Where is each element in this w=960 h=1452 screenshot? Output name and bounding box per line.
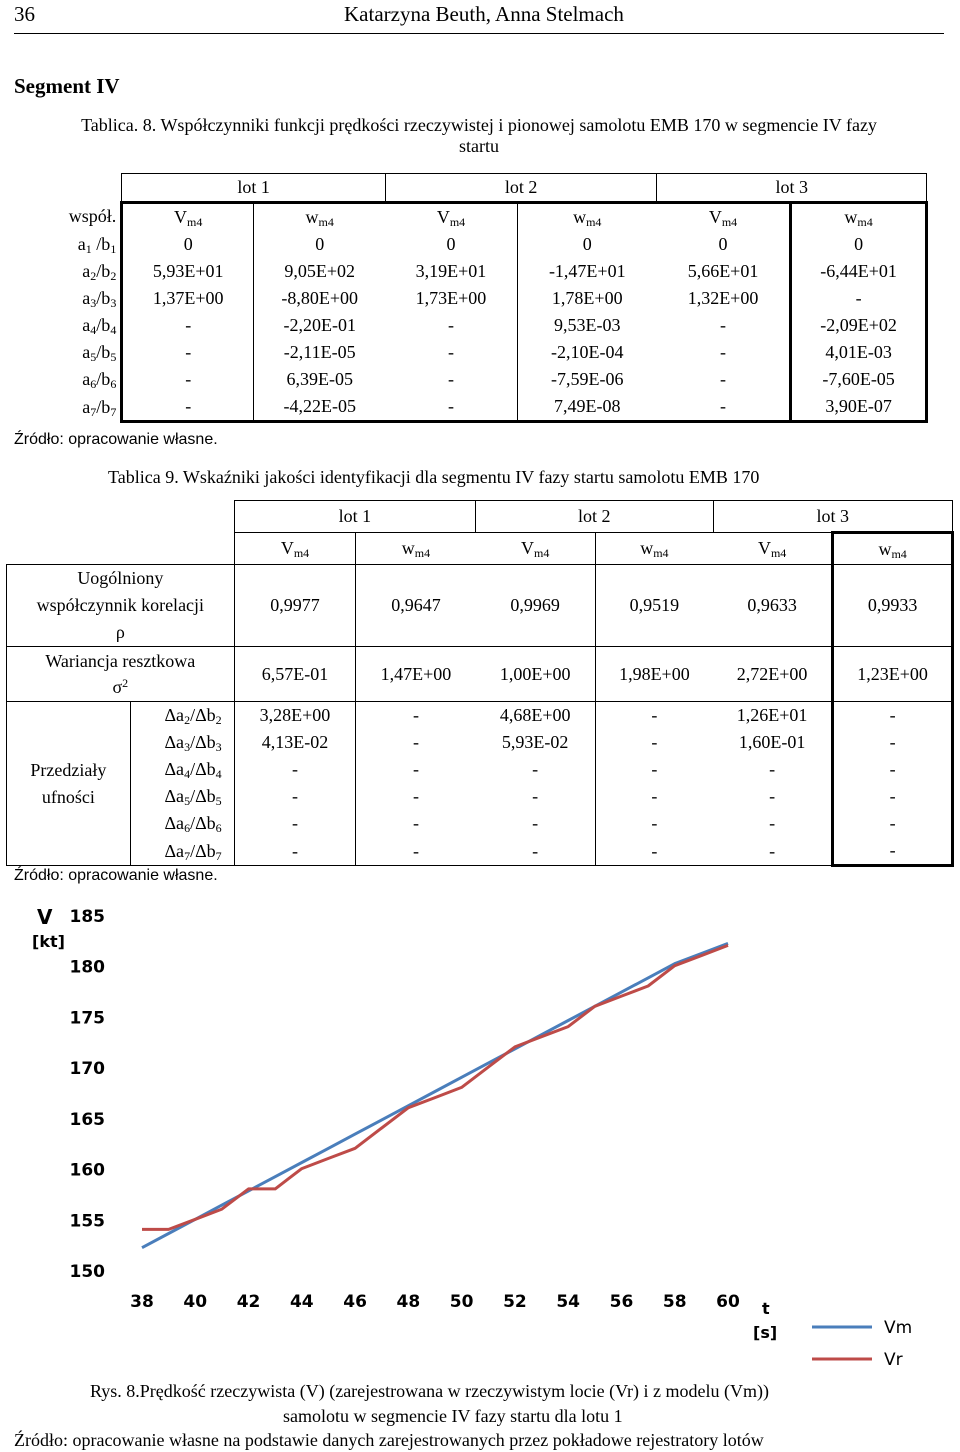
table9-col-4-base: V (757, 538, 771, 558)
delta-a-index: 5 (184, 794, 191, 808)
table9-cell: - (651, 786, 658, 806)
table9-cell: - (476, 837, 596, 866)
row-label-sep: /b (91, 234, 111, 254)
table9-column-header (595, 533, 713, 565)
y-tick-label: 155 (69, 1211, 105, 1232)
table8-row (20, 285, 927, 312)
table8-cell: 1,78E+00 (551, 288, 623, 308)
delta-a: Δa (164, 786, 185, 806)
table9-cell: 1,98E+00 (595, 647, 713, 702)
table8-cell: -4,22E-05 (254, 393, 386, 422)
row-label-a-index: 4 (90, 323, 97, 337)
table8-column-header (254, 203, 386, 232)
table8-cell: -6,44E+01 (791, 258, 927, 285)
table8-cell: - (657, 366, 791, 393)
table8-cell: 5,93E+01 (122, 258, 254, 285)
table8-column-header-row (20, 203, 927, 232)
table9-flight-1: lot 1 (234, 501, 475, 533)
x-tick-label: 52 (503, 1292, 527, 1312)
table9-cell: 0,9977 (234, 565, 356, 647)
delta-b-index: 3 (215, 740, 222, 754)
table8-caption-line2: startu (459, 136, 499, 156)
delta-a-index: 6 (184, 821, 191, 835)
interval-row-label (130, 837, 234, 866)
table9-correlation-row (7, 565, 953, 647)
table8-caption-line1: Tablica. 8. Współczynniki funkcji prędkości rzeczywistej i pionowej samolotu EMB 170 w segmencie IV fazy (81, 115, 877, 135)
row-label-a: a (77, 234, 86, 254)
table8-cell: 9,53E-03 (554, 315, 621, 335)
table9-variance-row (7, 647, 953, 702)
table9-flight-3: lot 3 (713, 501, 953, 533)
table8-cell: 6,39E-05 (286, 369, 353, 389)
row-label-b-index: 4 (110, 323, 117, 337)
delta-sep: /Δb (190, 759, 216, 779)
x-tick-label: 48 (396, 1292, 421, 1312)
sigma-exponent: 2 (122, 676, 129, 690)
table8-col-5-sub: m4 (857, 215, 873, 229)
table9-cell: - (234, 810, 356, 837)
interval-row-label (130, 702, 234, 730)
table8-cell: - (385, 339, 517, 366)
row-label-a: a (82, 369, 91, 389)
table9-cell: - (833, 810, 953, 837)
table8-cell: 4,01E-03 (791, 339, 927, 366)
table9-column-header (833, 533, 953, 565)
table8-cell: 1,73E+00 (385, 285, 517, 312)
table9-column-header (476, 533, 596, 565)
y-tick-label: 165 (69, 1109, 105, 1130)
x-tick-label: 40 (183, 1292, 208, 1312)
confidence-intervals-line1: Przedziały (30, 759, 107, 780)
table8-row (20, 312, 927, 339)
table8-row (20, 339, 927, 366)
row-label-a-index: 6 (90, 377, 97, 391)
x-tick-label: 54 (556, 1292, 581, 1312)
delta-b-index: 4 (215, 767, 222, 781)
table8-cell: 5,66E+01 (657, 258, 791, 285)
chart-xlabel: t (762, 1299, 770, 1318)
table8-cell: 1,32E+00 (657, 285, 791, 312)
table8-col-5-base: w (844, 207, 858, 227)
table9-col-1-sub: m4 (414, 546, 431, 560)
table8-caption (14, 115, 944, 157)
row-label-a: a (82, 396, 91, 417)
table9-caption: Tablica 9. Wskaźniki jakości identyfikacji dla segmentu IV fazy startu samolotu EMB 170 (108, 467, 760, 487)
row-label-a: a (82, 261, 91, 281)
table8-body (20, 203, 927, 422)
x-tick-label: 38 (130, 1292, 154, 1312)
table8-cell: - (657, 339, 791, 366)
table8-row-label (20, 231, 122, 258)
x-tick-label: 58 (662, 1292, 687, 1312)
table9-cell: - (833, 729, 953, 756)
table9-interval-row (7, 837, 953, 866)
table9-interval-row (7, 783, 953, 810)
table9-col-2-sub: m4 (534, 546, 550, 560)
figure-source: Źródło: opracowanie własne na podstawie danych zarejestrowanych przez pokładowe rejestratory lotów (14, 1430, 764, 1450)
table8-column-header (385, 203, 517, 232)
y-tick-label: 150 (69, 1262, 105, 1282)
table9-cell: - (651, 732, 658, 752)
table9-cell: 3,28E+00 (234, 702, 356, 730)
correlation-label-line1: Uogólniony (77, 568, 164, 588)
table8-cell: 0 (315, 234, 325, 254)
chart-ylabel: V (37, 905, 53, 929)
table9-col-4-sub: m4 (770, 546, 787, 560)
table8-col-1-base: w (305, 207, 319, 227)
table8-cell: - (385, 312, 517, 339)
table8-cell: 0 (385, 231, 517, 258)
row-label-a: a (82, 315, 91, 335)
variance-label-symbol (7, 674, 234, 700)
table9-cell: - (595, 837, 713, 866)
table8-cell: - (122, 339, 254, 366)
delta-b-index: 7 (215, 848, 222, 863)
table8-col-1-sub: m4 (318, 215, 334, 229)
chart-xlabel-unit: [s] (753, 1323, 778, 1342)
row-label-b-index: 1 (110, 242, 117, 256)
x-tick-label: 42 (236, 1292, 261, 1312)
table8-row-label (20, 339, 122, 366)
table8-cell: -1,47E+01 (548, 261, 626, 281)
table8-row-label (20, 366, 122, 393)
delta-b-index: 6 (215, 821, 222, 835)
delta-sep: /Δb (190, 786, 216, 806)
table9-cell: - (651, 705, 658, 725)
table8-cell: - (385, 393, 517, 422)
delta-a-index: 3 (184, 740, 191, 754)
table8-cell: -2,10E-04 (551, 342, 624, 362)
table8-row-label (20, 258, 122, 285)
delta-sep: /Δb (190, 705, 216, 725)
chart-ylabel-unit: [kt] (32, 932, 65, 951)
row-label-b-index: 6 (110, 377, 117, 391)
table9-cell: - (833, 702, 953, 730)
x-tick-label: 50 (449, 1292, 474, 1312)
table9-cell: - (234, 837, 356, 866)
table9-cell: 4,13E-02 (234, 729, 356, 756)
table9-cell: - (651, 759, 658, 779)
chart-legend (812, 1318, 912, 1370)
table8-col-3-base: w (573, 207, 587, 227)
table8-col-2-sub: m4 (449, 215, 466, 229)
page-number: 36 (14, 2, 35, 26)
table9-column-header-row (7, 533, 953, 565)
table9-cell: - (833, 837, 953, 866)
table8-cell: -8,80E+00 (281, 288, 359, 308)
y-tick-label: 170 (69, 1059, 105, 1080)
table9-cell: 1,47E+00 (356, 647, 476, 702)
correlation-label (7, 565, 235, 647)
row-label-a-index: 2 (90, 269, 97, 283)
y-tick-label: 160 (69, 1160, 105, 1181)
table9-cell: 2,72E+00 (713, 647, 833, 702)
table9-corner (7, 501, 235, 533)
table9-flight-2: lot 2 (476, 501, 713, 533)
figure-caption-line1: Rys. 8.Prędkość rzeczywista (V) (zarejestrowana w rzeczywistym locie (Vr) i z modelu (Vm)) (90, 1381, 769, 1401)
table8-cell: 0 (122, 231, 254, 258)
x-tick-label: 46 (343, 1292, 367, 1312)
table8-cell: 3,19E+01 (385, 258, 517, 285)
delta-a: Δa (164, 705, 185, 725)
table8-cell: 7,49E-08 (517, 393, 657, 422)
y-tick-label: 180 (69, 957, 105, 978)
table9-cell: - (412, 705, 419, 725)
table9-cell: - (412, 786, 419, 806)
table9-cell: - (713, 783, 833, 810)
table8-cell: -7,60E-05 (791, 366, 927, 393)
interval-row-label (130, 756, 234, 783)
row-label-a-index: 1 (85, 242, 92, 256)
table9-cell: - (833, 756, 953, 783)
table8-col-2-base: V (436, 207, 450, 227)
table8-cell: 0 (791, 231, 927, 258)
table8-column-header (791, 203, 927, 232)
table9-cell: 4,68E+00 (476, 702, 596, 730)
table9-cell: 1,26E+01 (713, 702, 833, 730)
table8-flight-row (20, 174, 927, 203)
delta-a: Δa (164, 840, 185, 861)
chart-series (142, 943, 728, 1247)
table9-cell: - (651, 813, 658, 833)
table9-cell: - (412, 813, 419, 833)
table9-column-header (713, 533, 833, 565)
table9-cell: - (356, 837, 476, 866)
table8-cell: -2,11E-05 (283, 342, 356, 362)
correlation-label-line3: ρ (115, 622, 125, 642)
table9-cell: 0,9969 (476, 565, 596, 647)
table9-flight-row (7, 501, 953, 533)
running-header-authors: Katarzyna Beuth, Anna Stelmach (344, 2, 624, 26)
table9-cell: - (713, 837, 833, 866)
interval-row-label (130, 729, 234, 756)
velocity-chart (0, 895, 960, 1380)
table9-corner-2 (7, 533, 235, 565)
table9-cell: - (412, 759, 419, 779)
coefficients-table (20, 173, 928, 423)
table8-column-header (657, 203, 791, 232)
row-label-b-index: 7 (110, 404, 117, 419)
table8-cell: -7,59E-06 (551, 369, 624, 389)
table8-row-label (20, 285, 122, 312)
row-label-b-index: 5 (110, 350, 117, 364)
delta-sep: /Δb (190, 732, 216, 752)
table8-row-label (20, 393, 122, 422)
interval-row-label (130, 810, 234, 837)
row-label-sep: /b (96, 396, 111, 417)
row-label-b-index: 2 (110, 269, 117, 283)
table9-interval-row (7, 810, 953, 837)
delta-a: Δa (164, 732, 185, 752)
table9-col-3-sub: m4 (653, 546, 669, 560)
table9-cell: 1,00E+00 (476, 647, 596, 702)
interval-row-label (130, 783, 234, 810)
table9-interval-row (7, 756, 953, 783)
table9-cell: - (833, 783, 953, 810)
table8-col-4-sub: m4 (721, 215, 738, 229)
table8-cell: - (122, 312, 254, 339)
sigma-symbol: σ (112, 677, 123, 697)
delta-a-index: 7 (184, 848, 191, 863)
table9-cell: - (234, 756, 356, 783)
table8-corner (20, 174, 122, 203)
table9-cell: - (476, 783, 596, 810)
y-tick-label: 185 (69, 907, 105, 927)
table9-cell: 6,57E-01 (234, 647, 356, 702)
table9-cell: - (476, 810, 596, 837)
confidence-intervals-line2: ufności (41, 786, 95, 807)
delta-a: Δa (164, 759, 185, 779)
table9-cell: 0,9519 (595, 565, 713, 647)
table8-cell: - (791, 285, 927, 312)
row-label-a-index: 3 (90, 296, 97, 310)
delta-sep: /Δb (190, 840, 216, 861)
table8-col-4-base: V (708, 207, 722, 227)
table9-cell: 0,9933 (833, 565, 953, 647)
delta-b-index: 5 (215, 794, 222, 808)
table9-col-5-sub: m4 (891, 546, 907, 561)
table9-column-header (234, 533, 356, 565)
section-title: Segment IV (14, 74, 120, 98)
row-label-a-index: 7 (90, 404, 97, 419)
table9-interval-row (7, 702, 953, 730)
confidence-intervals-label (7, 702, 131, 866)
x-tick-label: 56 (609, 1292, 634, 1312)
table8-row (20, 393, 927, 422)
table9-col-3-base: w (640, 538, 654, 558)
table8-row-label (20, 312, 122, 339)
table8-col-0-sub: m4 (187, 215, 203, 229)
row-label-sep: /b (96, 288, 111, 308)
table8-cell: 9,05E+02 (284, 261, 356, 281)
table8-column-header (122, 203, 254, 232)
figure-caption-line2: samolotu w segmencie IV fazy startu dla lotu 1 (283, 1406, 623, 1426)
table8-flight-2: lot 2 (385, 174, 657, 203)
table9-column-header (356, 533, 476, 565)
identification-quality-table (6, 500, 954, 867)
table8-column-header (517, 203, 657, 232)
row-label-a-index: 5 (90, 350, 97, 364)
legend-label: Vr (884, 1350, 903, 1370)
table9-interval-row (7, 729, 953, 756)
table8-cell: 0 (582, 234, 592, 254)
table9-cell: - (713, 756, 833, 783)
table8-row (20, 366, 927, 393)
header-rule (14, 33, 944, 34)
delta-a: Δa (164, 813, 185, 833)
x-tick-label: 44 (289, 1292, 314, 1312)
delta-a-index: 2 (184, 713, 191, 727)
table9-cell: - (476, 756, 596, 783)
table9-cell: 0,9647 (356, 565, 476, 647)
table8-cell: 1,37E+00 (122, 285, 254, 312)
table9-cell: 1,60E-01 (713, 729, 833, 756)
table8-cell: -2,09E+02 (791, 312, 927, 339)
table9-cell: 1,23E+00 (833, 647, 953, 702)
table9-col-0-base: V (280, 538, 294, 558)
table9-cell: 5,93E-02 (476, 729, 596, 756)
table8-cell: - (385, 366, 517, 393)
table9-cell: - (713, 810, 833, 837)
delta-a-index: 4 (184, 767, 191, 781)
table9-col-0-sub: m4 (293, 546, 310, 560)
table8-col-3-sub: m4 (586, 215, 602, 229)
row-label-a: a (82, 288, 91, 308)
row-label-sep: /b (96, 342, 111, 362)
variance-label-line1: Wariancja resztkowa (45, 651, 196, 671)
legend-label: Vm (884, 1318, 913, 1338)
table9-cell: - (412, 732, 419, 752)
table8-row (20, 258, 927, 285)
series-line-vr (142, 945, 728, 1229)
table8-cell: - (657, 312, 791, 339)
table8-cell: 0 (657, 231, 791, 258)
row-label-a: a (82, 342, 91, 362)
delta-b-index: 2 (215, 713, 222, 727)
table8-cell: -2,20E-01 (283, 315, 356, 335)
table9-col-2-base: V (521, 538, 534, 558)
table8-row-header-label: współ. (68, 206, 117, 227)
row-label-sep: /b (96, 369, 111, 389)
y-tick-label: 175 (69, 1008, 105, 1029)
table9-source: Źródło: opracowanie własne. (14, 867, 218, 884)
row-label-sep: /b (96, 261, 111, 281)
table9-col-1-base: w (401, 538, 415, 558)
table8-cell: - (122, 393, 254, 422)
table8-flight-3: lot 3 (657, 174, 927, 203)
row-label-sep: /b (96, 315, 111, 335)
table9-col-5-base: w (878, 538, 892, 559)
table8-cell: 3,90E-07 (791, 393, 927, 422)
table8-row (20, 231, 927, 258)
table8-cell: - (657, 393, 791, 422)
table9-cell: - (234, 783, 356, 810)
table9-body (7, 501, 953, 866)
table8-col-0-base: V (174, 207, 188, 227)
table8-cell: - (122, 366, 254, 393)
x-tick-label: 60 (716, 1292, 740, 1312)
table8-flight-1: lot 1 (122, 174, 386, 203)
table9-cell: 0,9633 (713, 565, 833, 647)
variance-label (7, 647, 235, 702)
correlation-label-line2: współczynnik korelacji (36, 595, 205, 615)
table8-source: Źródło: opracowanie własne. (14, 431, 218, 448)
delta-sep: /Δb (190, 813, 216, 833)
row-label-b-index: 3 (110, 296, 117, 310)
